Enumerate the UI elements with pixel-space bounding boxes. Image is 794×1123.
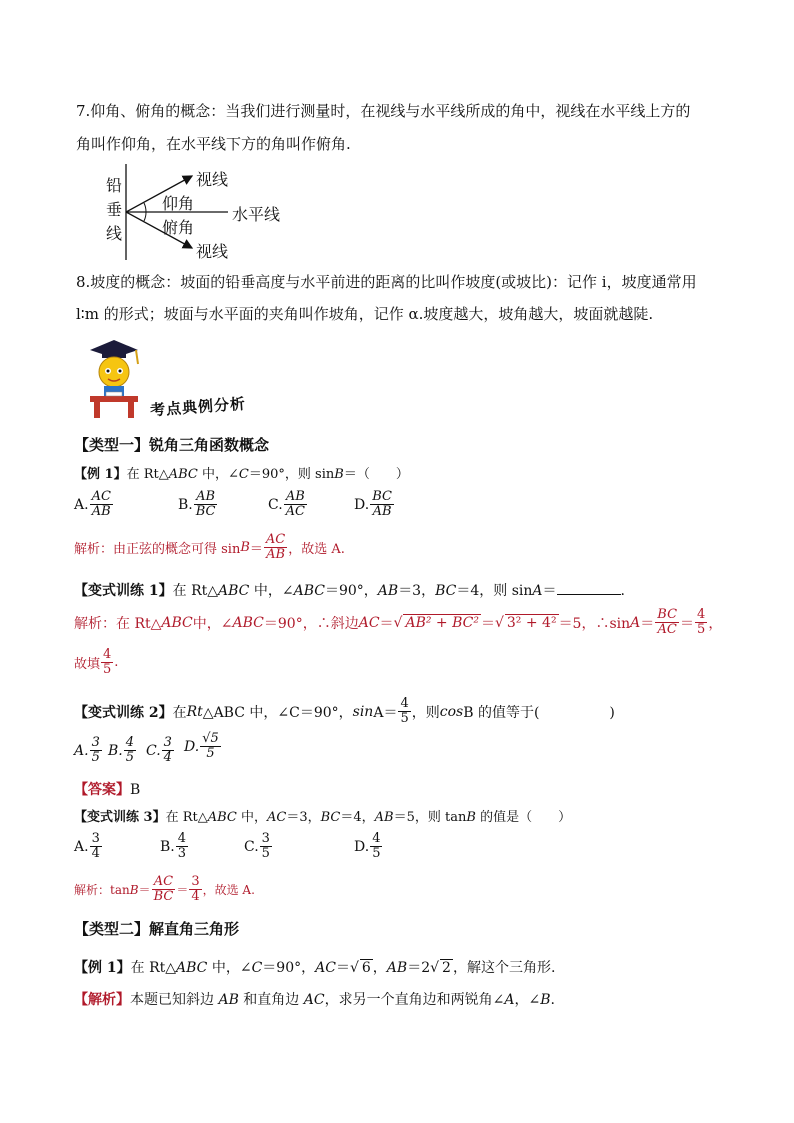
text-span: ＝	[335, 960, 350, 976]
text-span: AB	[377, 583, 399, 599]
text-span: 解析：由正弦的概念可得 sin	[74, 542, 241, 557]
mascot-icon	[84, 338, 144, 420]
text-span: A	[630, 614, 641, 631]
text-span: ＝90°，	[324, 583, 378, 599]
variant3-option-d[interactable]	[354, 832, 383, 861]
text-span: B	[334, 467, 344, 482]
elevation-angle-label: 仰角	[162, 194, 195, 213]
numerator: 3	[163, 735, 172, 750]
denominator: 4	[91, 846, 100, 861]
text-span: B	[540, 992, 551, 1008]
text-span: ，	[708, 615, 723, 632]
item7-line2: 角叫作仰角，在水平线下方的角叫作俯角.	[76, 135, 351, 153]
text-span: 在 Rt△	[130, 960, 177, 976]
numerator: AC	[91, 489, 111, 504]
text-span: ，故选 A.	[288, 542, 345, 557]
denominator: AB	[266, 547, 286, 562]
horizontal-line-label: 水平线	[232, 205, 281, 224]
example1-tag: 【例 1】	[74, 467, 127, 482]
text-span: AB	[374, 810, 394, 825]
sight-line-lower-label: 视线	[196, 242, 229, 261]
text-span: AC	[315, 960, 336, 976]
variant2-option-a[interactable]	[74, 736, 103, 765]
text-span: ＝	[379, 615, 394, 632]
text-span: ABC	[232, 614, 264, 631]
example1-option-a[interactable]	[74, 490, 114, 519]
option-fraction	[260, 832, 272, 861]
denominator: 4	[191, 889, 200, 904]
denominator: 5	[261, 846, 270, 861]
text-span: ，求另一个直角边和两锐角∠	[324, 992, 505, 1008]
text-span: ＝90°，∴斜边	[263, 615, 359, 632]
text-span: ＝3，	[286, 810, 321, 825]
text-span: ABC	[168, 467, 198, 482]
numerator: 4	[125, 735, 135, 750]
option-label: B.	[160, 838, 175, 855]
option-fraction	[284, 490, 307, 519]
text-span: ＝	[680, 615, 695, 632]
text-span: ＝	[542, 583, 557, 599]
text-span: .	[114, 655, 119, 670]
text-span: A	[532, 583, 543, 599]
item8-line2: l∶m 的形式；坡面与水平面的夹角叫作坡角，记作 α.坡度越大，坡角越大，坡面就越陡.	[76, 305, 654, 323]
text-span: ，则	[411, 704, 440, 721]
numerator: 4	[697, 607, 706, 622]
text-span: AB	[218, 992, 239, 1008]
option-fraction	[90, 490, 113, 519]
text-span: cos	[439, 703, 464, 720]
variant3-tag: 【变式训练 3】	[74, 810, 166, 825]
text-span: ＝90°，则 sin	[248, 467, 335, 482]
type2-title: 【类型二】解直角三角形	[74, 920, 240, 938]
text-span: B	[466, 810, 476, 825]
text-span: 解析：在 Rt△	[74, 615, 162, 632]
text-span: B	[240, 540, 250, 555]
option-label: C.	[146, 742, 161, 759]
type2-example1-stem	[74, 957, 555, 977]
option-fraction	[162, 736, 174, 765]
text-span: ，故选 A.	[202, 883, 255, 897]
numerator: 4	[103, 647, 112, 662]
text-span: AC	[303, 992, 325, 1008]
text-span: 中，∠	[249, 583, 294, 599]
text-span: 中，∠	[192, 615, 233, 632]
solution-tag: 【解析】	[74, 992, 130, 1008]
denominator: 5	[697, 622, 706, 637]
text-span: BC	[320, 810, 341, 825]
text-span: ，∠	[514, 992, 541, 1008]
option-label: A.	[74, 496, 89, 513]
type2-example1-tag: 【例 1】	[74, 960, 131, 976]
sight-line-upper-label: 视线	[196, 170, 229, 189]
example1-stem	[74, 463, 409, 482]
option-fraction	[370, 832, 382, 861]
vertical-line-label	[106, 174, 122, 246]
text-span: C	[238, 467, 249, 482]
denominator: AB	[372, 504, 392, 519]
option-fraction	[176, 832, 188, 861]
angle-diagram	[100, 162, 300, 262]
text-span: △ABC 中，∠C＝90°，	[202, 704, 353, 721]
item8-line1: 8.坡度的概念：坡面的铅垂高度与水平前进的距离的比叫作坡度(或坡比)：记作 i，坡度通常用	[76, 273, 697, 291]
sqrt-content: 2	[442, 960, 451, 976]
option-fraction	[194, 490, 218, 519]
sqrt-radical: √	[393, 614, 403, 631]
text-span: .	[620, 583, 625, 599]
option-fraction	[124, 736, 136, 765]
text-span: 中，∠	[207, 960, 252, 976]
text-span: ，	[372, 960, 387, 976]
denominator: 5	[372, 846, 381, 861]
section-title: 考点典例分析	[149, 394, 247, 420]
denominator: AB	[91, 504, 111, 519]
text-span: 和直角边	[238, 992, 304, 1008]
answer-blank[interactable]	[557, 580, 621, 595]
option-label: D.	[354, 496, 370, 513]
text-span: 在 Rt△	[165, 810, 208, 825]
variant2-tag: 【变式训练 2】	[74, 704, 173, 721]
text-span: ABC	[293, 583, 325, 599]
variant2-option-c[interactable]	[146, 736, 175, 765]
numerator: AC	[153, 874, 174, 889]
numerator: 4	[400, 696, 409, 711]
item7-line1: 7.仰角、俯角的概念：当我们进行测量时，在视线与水平线所成的角中，视线在水平线上方的	[76, 102, 691, 120]
text-span: B 的值等于( )	[463, 704, 615, 721]
variant1-stem	[74, 580, 625, 600]
option-fraction	[200, 732, 221, 761]
text-span: AC	[267, 810, 287, 825]
stem-fraction	[398, 697, 410, 726]
numerator: 4	[177, 831, 187, 846]
text-span: B	[129, 882, 139, 897]
solution-fraction	[264, 533, 287, 562]
text-span: ABC	[207, 810, 237, 825]
solution-fraction	[189, 875, 201, 904]
text-span: ＝（ ）	[343, 467, 409, 482]
text-span: 解析：tan	[74, 883, 130, 897]
type2-example1-solution	[74, 989, 555, 1009]
variant2-option-b[interactable]	[108, 736, 137, 765]
numerator: 3	[91, 735, 100, 750]
text-span: AB	[386, 960, 408, 976]
denominator: 5	[206, 746, 215, 761]
solution-fraction	[695, 608, 707, 637]
numerator: 4	[372, 831, 381, 846]
type1-title: 【类型一】锐角三角函数概念	[74, 436, 270, 454]
denominator: 3	[177, 846, 187, 861]
denominator: 5	[400, 711, 409, 726]
sqrt-content: 3² + 4²	[506, 615, 557, 631]
text-span: A＝	[373, 704, 398, 721]
answer-tag: 【答案】	[74, 782, 130, 798]
text-span: ＝4，	[340, 810, 375, 825]
text-span: ＝4，则 sin	[456, 583, 533, 599]
text-span: A	[504, 992, 515, 1008]
option-label: C.	[268, 496, 283, 513]
denominator: 5	[125, 750, 135, 765]
text-span: AC	[358, 614, 380, 631]
text-span: BC	[435, 583, 457, 599]
denominator: BC	[153, 889, 174, 904]
option-label: D.	[354, 838, 370, 855]
text-span: ABC	[218, 583, 250, 599]
text-span: 在	[172, 704, 187, 721]
numerator: 3	[91, 831, 100, 846]
text-span: 中，	[236, 810, 268, 825]
option-label: A.	[74, 742, 89, 759]
text-span: 中，∠	[197, 467, 239, 482]
option-fraction	[90, 832, 102, 861]
text-span: ，解这个三角形.	[452, 960, 556, 976]
variant2-option-d[interactable]	[184, 732, 222, 761]
text-span: sin	[352, 703, 374, 720]
variant2-answer	[74, 779, 140, 799]
solution-fraction	[655, 608, 679, 637]
variant1-fill	[74, 648, 118, 677]
numerator: AB	[196, 489, 216, 504]
sqrt-content: 6	[361, 960, 371, 976]
numerator: 3	[191, 874, 200, 889]
text-span: ＝	[640, 615, 655, 632]
example1-solution	[74, 533, 345, 562]
variant3-option-a[interactable]	[74, 832, 103, 861]
example1-option-b[interactable]	[178, 490, 219, 519]
denominator: BC	[195, 504, 216, 519]
denominator: AC	[657, 622, 677, 637]
sqrt-radical: √	[349, 960, 359, 976]
text-span: ABC	[161, 614, 193, 631]
option-label: D.	[184, 738, 200, 755]
denominator: 5	[91, 750, 100, 765]
text-span: 的值是（ ）	[475, 810, 572, 825]
text-span: ＝	[480, 615, 495, 632]
denominator: 5	[103, 662, 112, 677]
answer-value: B	[130, 782, 141, 798]
option-label: A.	[74, 838, 89, 855]
text-span: ＝	[138, 883, 151, 897]
numerator: BC	[657, 607, 678, 622]
variant1-tag: 【变式训练 1】	[74, 583, 173, 599]
numerator: AC	[265, 532, 286, 547]
text-span: ＝90°，	[262, 960, 316, 976]
text-span: 在 Rt△	[126, 467, 169, 482]
vertical-label-char-3: 线	[106, 224, 123, 243]
mascot-figure	[84, 338, 144, 420]
option-fraction	[370, 490, 394, 519]
text-span: .	[550, 992, 555, 1008]
variant1-solution	[74, 608, 722, 637]
text-span: ＝	[176, 883, 189, 897]
vertical-label-char-1: 铅	[106, 176, 123, 195]
sqrt-radical: √	[430, 960, 440, 976]
solution-fraction	[152, 875, 176, 904]
numerator: AB	[285, 489, 305, 504]
fill-fraction	[101, 648, 113, 677]
variant3-stem	[74, 806, 571, 825]
text-span: ＝	[249, 542, 263, 557]
text-span: ＝2	[407, 960, 431, 976]
text-span: 在 Rt△	[172, 583, 219, 599]
option-fraction	[90, 736, 102, 765]
variant3-solution	[74, 875, 255, 904]
text-span: ＝5，则 tan	[393, 810, 467, 825]
numerator: 3	[261, 831, 270, 846]
sqrt-radical: √	[494, 614, 504, 631]
text-span: Rt	[186, 703, 203, 720]
example1-option-c[interactable]	[268, 490, 308, 519]
text-span: ABC	[176, 960, 208, 976]
denominator: 4	[163, 750, 172, 765]
variant2-stem	[74, 697, 615, 726]
numerator: √5	[202, 731, 219, 746]
variant3-option-c[interactable]	[244, 832, 273, 861]
vertical-label-char-2: 垂	[106, 200, 123, 219]
text-span: 本题已知斜边	[130, 992, 219, 1008]
numerator: BC	[372, 489, 392, 504]
text-span: C	[251, 960, 263, 976]
text-span: ＝3，	[398, 583, 436, 599]
sqrt-content: AB² + BC²	[405, 615, 479, 631]
option-label: B.	[178, 496, 193, 513]
example1-option-d[interactable]	[354, 490, 395, 519]
variant3-option-b[interactable]	[160, 832, 189, 861]
denominator: AC	[285, 504, 306, 519]
text-span: ＝5，∴sin	[558, 615, 631, 632]
option-label: C.	[244, 838, 259, 855]
depression-angle-label: 俯角	[162, 218, 195, 237]
text-span: 故填	[74, 657, 101, 672]
option-label: B.	[108, 742, 123, 759]
